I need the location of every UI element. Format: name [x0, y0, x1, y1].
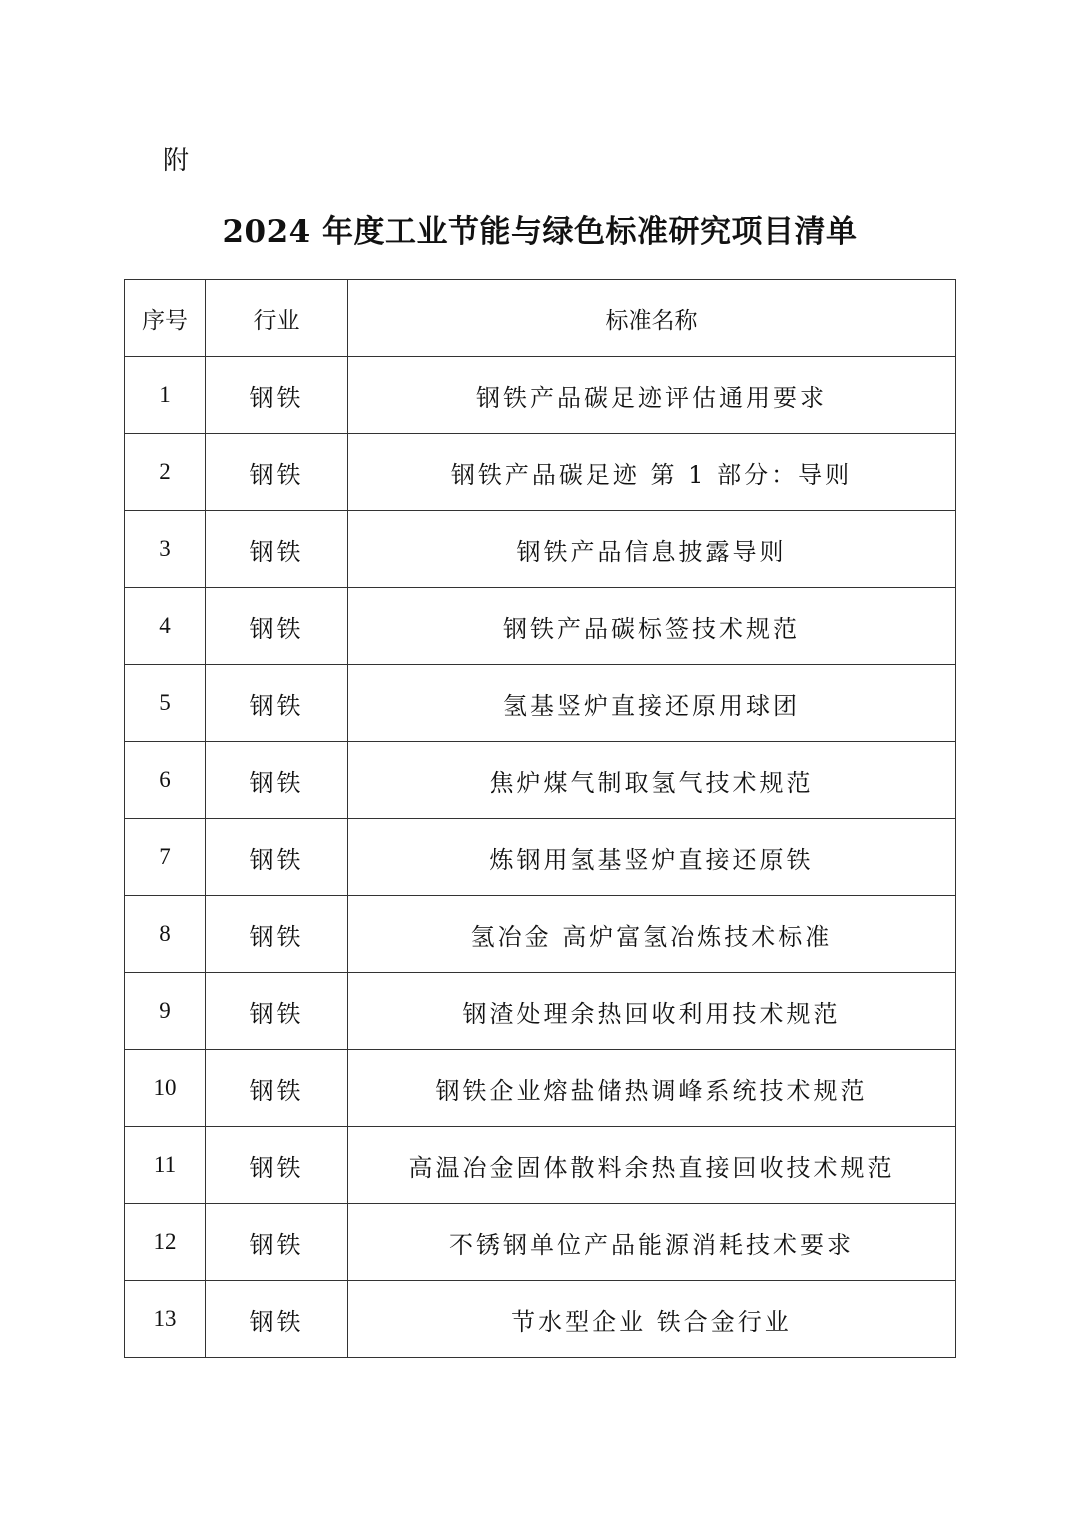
row-serial-number: 5 — [125, 665, 206, 742]
row-industry: 钢铁 — [206, 1050, 348, 1127]
row-standard-name: 氢冶金 高炉富氢冶炼技术标准 — [348, 896, 956, 973]
row-standard-name: 炼钢用氢基竖炉直接还原铁 — [348, 819, 956, 896]
table-row — [125, 434, 956, 511]
row-serial-number: 6 — [125, 742, 206, 819]
row-serial-number: 7 — [125, 819, 206, 896]
table-row — [125, 1050, 956, 1127]
row-standard-name: 焦炉煤气制取氢气技术规范 — [348, 742, 956, 819]
row-serial-number: 10 — [125, 1050, 206, 1127]
table-row — [125, 819, 956, 896]
row-industry: 钢铁 — [206, 896, 348, 973]
header-industry: 行业 — [206, 280, 348, 357]
row-serial-number: 3 — [125, 511, 206, 588]
header-standard-name: 标准名称 — [348, 280, 956, 357]
table-row — [125, 511, 956, 588]
row-serial-number: 2 — [125, 434, 206, 511]
row-standard-name: 钢铁企业熔盐储热调峰系统技术规范 — [348, 1050, 956, 1127]
table-row — [125, 742, 956, 819]
table-row — [125, 588, 956, 665]
row-industry: 钢铁 — [206, 1127, 348, 1204]
row-standard-name: 节水型企业 铁合金行业 — [348, 1281, 956, 1358]
row-serial-number: 12 — [125, 1204, 206, 1281]
row-standard-name: 钢铁产品碳标签技术规范 — [348, 588, 956, 665]
row-standard-name: 不锈钢单位产品能源消耗技术要求 — [348, 1204, 956, 1281]
table-row — [125, 1127, 956, 1204]
table-row — [125, 896, 956, 973]
row-serial-number: 11 — [125, 1127, 206, 1204]
row-industry: 钢铁 — [206, 665, 348, 742]
row-serial-number: 9 — [125, 973, 206, 1050]
row-serial-number: 8 — [125, 896, 206, 973]
row-standard-name: 钢铁产品碳足迹评估通用要求 — [348, 357, 956, 434]
row-serial-number: 4 — [125, 588, 206, 665]
row-industry: 钢铁 — [206, 819, 348, 896]
row-standard-name: 钢铁产品信息披露导则 — [348, 511, 956, 588]
header-serial-number: 序号 — [125, 280, 206, 357]
row-standard-name: 高温冶金固体散料余热直接回收技术规范 — [348, 1127, 956, 1204]
row-standard-name: 钢渣处理余热回收利用技术规范 — [348, 973, 956, 1050]
row-industry: 钢铁 — [206, 357, 348, 434]
row-industry: 钢铁 — [206, 973, 348, 1050]
row-standard-name: 氢基竖炉直接还原用球团 — [348, 665, 956, 742]
table-row — [125, 357, 956, 434]
row-industry: 钢铁 — [206, 588, 348, 665]
row-serial-number: 13 — [125, 1281, 206, 1358]
table-row — [125, 1281, 956, 1358]
row-industry: 钢铁 — [206, 511, 348, 588]
standards-table — [124, 279, 956, 1358]
row-industry: 钢铁 — [206, 1204, 348, 1281]
row-industry: 钢铁 — [206, 1281, 348, 1358]
table-row — [125, 973, 956, 1050]
table-header-row — [125, 280, 956, 357]
row-standard-name: 钢铁产品碳足迹 第 1 部分：导则 — [348, 434, 956, 511]
table-row — [125, 665, 956, 742]
attachment-label: 附 — [163, 146, 190, 176]
row-serial-number: 1 — [125, 357, 206, 434]
table-row — [125, 1204, 956, 1281]
row-industry: 钢铁 — [206, 434, 348, 511]
page-title: 2024 年度工业节能与绿色标准研究项目清单 — [222, 214, 858, 250]
row-industry: 钢铁 — [206, 742, 348, 819]
